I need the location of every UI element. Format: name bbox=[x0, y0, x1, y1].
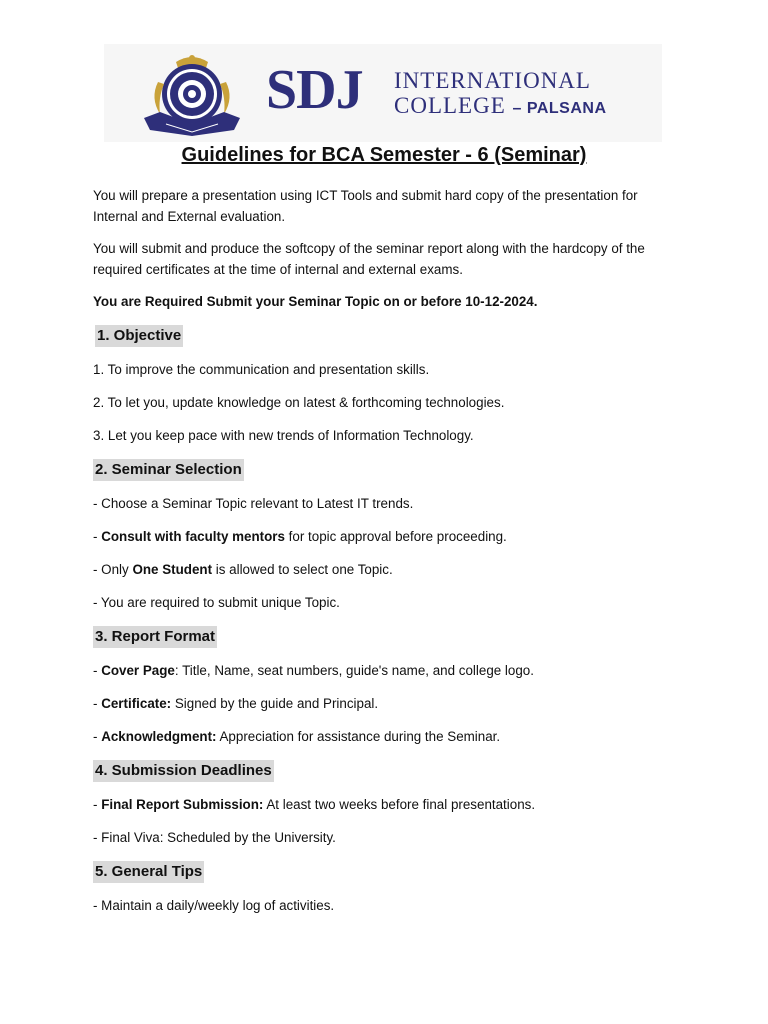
selection-item-2-prefix: - bbox=[93, 529, 102, 544]
selection-item-4: - You are required to submit unique Topic. bbox=[93, 595, 340, 610]
report-item-3 bbox=[93, 728, 500, 746]
deadline-item-1-rest: At least two weeks before final presentations. bbox=[263, 797, 536, 812]
heading-seminar-selection: 2. Seminar Selection bbox=[93, 459, 244, 481]
deadline-item-1 bbox=[93, 796, 535, 814]
college-logo-banner bbox=[104, 44, 662, 142]
submission-notice: You are Required Submit your Seminar Topic on or before 10-12-2024. bbox=[93, 294, 538, 309]
logo-college: COLLEGE bbox=[394, 93, 506, 118]
report-item-3-bold: Acknowledgment: bbox=[101, 729, 217, 744]
logo-mark: SDJ bbox=[266, 59, 363, 121]
selection-item-3-bold: One Student bbox=[132, 562, 213, 577]
report-item-2-prefix: - bbox=[93, 696, 102, 711]
report-item-1 bbox=[93, 662, 534, 680]
objective-item-2: 2. To let you, update knowledge on latest & forthcoming technologies. bbox=[93, 395, 505, 410]
deadline-item-1-bold: Final Report Submission: bbox=[101, 797, 264, 812]
selection-item-3-rest: is allowed to select one Topic. bbox=[212, 562, 393, 577]
logo-line-2 bbox=[394, 93, 607, 119]
selection-item-2-rest: for topic approval before proceeding. bbox=[284, 529, 507, 544]
logo-line-1: INTERNATIONAL bbox=[394, 68, 591, 93]
objective-item-1: 1. To improve the communication and presentation skills. bbox=[93, 362, 430, 377]
heading-objective: 1. Objective bbox=[95, 325, 183, 347]
deadline-item-1-prefix: - bbox=[93, 797, 102, 812]
report-item-3-rest: Appreciation for assistance during the Seminar. bbox=[216, 729, 501, 744]
heading-report-format: 3. Report Format bbox=[93, 626, 217, 648]
report-item-1-bold: Cover Page bbox=[101, 663, 175, 678]
report-item-3-prefix: - bbox=[93, 729, 102, 744]
report-item-1-prefix: - bbox=[93, 663, 102, 678]
selection-item-3 bbox=[93, 561, 393, 579]
selection-item-2 bbox=[93, 528, 507, 546]
college-seal-icon bbox=[136, 52, 248, 138]
selection-item-2-bold: Consult with faculty mentors bbox=[101, 529, 285, 544]
deadline-item-2: - Final Viva: Scheduled by the University. bbox=[93, 830, 336, 845]
intro-paragraph-1: You will prepare a presentation using ICT Tools and submit hard copy of the presentation for Internal and External evaluation. bbox=[93, 188, 638, 224]
report-item-2-bold: Certificate: bbox=[101, 696, 172, 711]
document-title: Guidelines for BCA Semester - 6 (Seminar) bbox=[181, 144, 587, 166]
report-item-2-rest: Signed by the guide and Principal. bbox=[171, 696, 379, 711]
tips-item-1: - Maintain a daily/weekly log of activities. bbox=[93, 898, 335, 913]
selection-item-1: - Choose a Seminar Topic relevant to Latest IT trends. bbox=[93, 496, 414, 511]
objective-item-3: 3. Let you keep pace with new trends of Information Technology. bbox=[93, 428, 474, 443]
report-item-1-rest: : Title, Name, seat numbers, guide's name, and college logo. bbox=[174, 663, 534, 678]
selection-item-3-prefix: - Only bbox=[93, 562, 133, 577]
intro-paragraph-2: You will submit and produce the softcopy of the seminar report along with the hardcopy of the required certificates at the time of internal and external exams. bbox=[93, 241, 645, 277]
heading-submission-deadlines: 4. Submission Deadlines bbox=[93, 760, 274, 782]
logo-campus: – PALSANA bbox=[512, 100, 607, 117]
report-item-2 bbox=[93, 695, 378, 713]
heading-general-tips: 5. General Tips bbox=[93, 861, 204, 883]
